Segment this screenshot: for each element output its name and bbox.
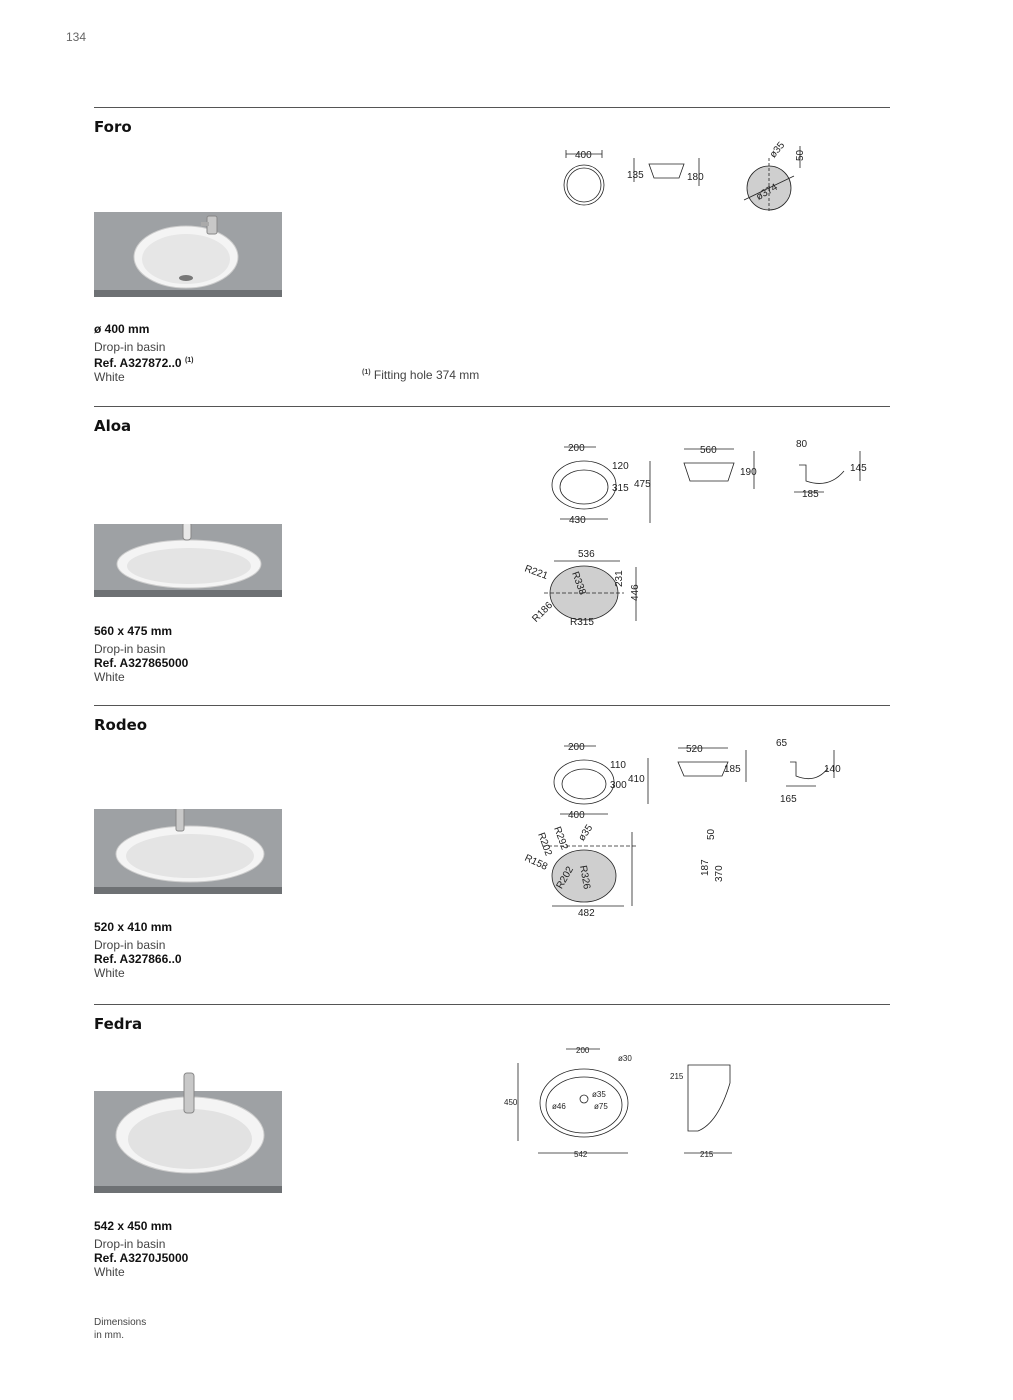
product-ref: Ref. A327866..0 [94,952,182,966]
dimension-label: R292 [551,825,570,852]
dimension-label: R186 [530,600,556,625]
product-color: White [94,370,125,384]
dimension-label: R202 [535,831,554,858]
dimension-label: 180 [687,172,704,183]
dimension-label: 200 [568,742,585,753]
product-color: White [94,670,125,684]
product-info [94,322,194,384]
dimension-label: 185 [802,489,819,500]
product-color: White [94,966,125,980]
dimension-label: R158 [522,852,550,873]
product-photo [94,524,282,609]
dimension-label: 400 [568,810,585,821]
product-color: White [94,1265,125,1279]
dimension-label: 50 [706,828,717,840]
product-info [94,624,188,684]
product-photo [94,809,282,894]
footer-line: in mm. [94,1330,124,1341]
product-type: Drop-in basin [94,642,166,656]
dimension-label: 560 [700,445,717,456]
dimension-label: 215 [670,1072,684,1081]
dimension-label: 200 [568,443,585,454]
dimension-label: 50 [795,149,806,161]
technical-drawing [522,736,888,919]
product-type: Drop-in basin [94,340,166,354]
dimension-label: ø35 [576,822,596,844]
dimension-label: 200 [576,1046,590,1055]
dimension-label: R202 [554,864,577,891]
dimension-label: ø30 [618,1054,632,1063]
dimension-label: 231 [614,570,625,587]
product-section-fedra [94,1004,890,1305]
product-dimension: 542 x 450 mm [94,1219,173,1233]
dimension-label: ø374 [754,181,780,203]
dimension-label: 370 [714,865,725,882]
dimension-label: 300 [610,780,627,791]
footer-note [94,1316,146,1342]
product-section-rodeo [94,705,890,1006]
dimension-label: 165 [780,794,797,805]
product-title: Rodeo [94,716,148,734]
product-info [94,1219,188,1279]
dimension-label: 520 [686,744,703,755]
dimension-label: 110 [610,760,626,771]
dimension-label: R221 [522,563,550,582]
product-section-aloa [94,406,890,707]
dimension-label: 135 [627,170,644,181]
dimension-label: R338 [569,570,588,597]
dimension-label: ø35 [592,1090,606,1099]
product-dimension: 520 x 410 mm [94,920,173,934]
dimension-label: R315 [570,617,594,628]
footnote: $^{(1)}$ Fitting hole 374 mm [362,368,480,382]
product-dimension: 560 x 475 mm [94,624,173,638]
product-type: Drop-in basin [94,938,166,952]
dimension-label: R326 [577,864,593,891]
product-ref: Ref. A327865000 [94,656,189,670]
page-number: 134 [66,30,87,44]
dimension-label: 65 [776,738,788,749]
dimension-label: 482 [578,908,595,919]
dimension-label: 410 [628,774,645,785]
dimension-label: ø35 [767,140,788,161]
dimension-label: 446 [630,584,641,601]
dimension-label: ø75 [594,1102,608,1111]
dimension-label: 120 [612,461,629,472]
product-type: Drop-in basin [94,1237,166,1251]
technical-drawing [504,1043,748,1163]
dimension-label: 80 [796,439,808,450]
product-section-foro [94,107,890,408]
dimension-label: 400 [575,150,592,161]
product-photo [94,212,282,297]
product-photo [94,1069,282,1193]
dimension-label: 215 [700,1150,714,1159]
product-info [94,920,182,980]
dimension-label: ø46 [552,1102,566,1111]
product-title: Foro [94,118,132,136]
product-ref: Ref. A3270J5000 [94,1251,189,1265]
dimension-label: 430 [569,515,586,526]
dimension-label: 536 [578,549,595,560]
dimension-label: 475 [634,479,651,490]
technical-drawing [554,138,814,218]
technical-drawing [524,437,884,627]
dimension-label: 187 [700,859,711,876]
dimension-label: 145 [850,463,867,474]
dimension-label: 542 [574,1150,588,1159]
dimension-label: 190 [740,467,757,478]
footnote-marker: (1) [184,357,194,364]
dimension-label: 315 [612,483,629,494]
product-title: Aloa [94,417,132,435]
product-title: Fedra [94,1015,143,1033]
dimension-label: 140 [824,764,841,775]
product-dimension: ø 400 mm [94,322,150,336]
dimension-label: 185 [724,764,741,775]
footer-line: Dimensions [94,1317,147,1328]
product-ref: Ref. A327872..0 [94,356,182,370]
dimension-label: 450 [504,1098,518,1107]
